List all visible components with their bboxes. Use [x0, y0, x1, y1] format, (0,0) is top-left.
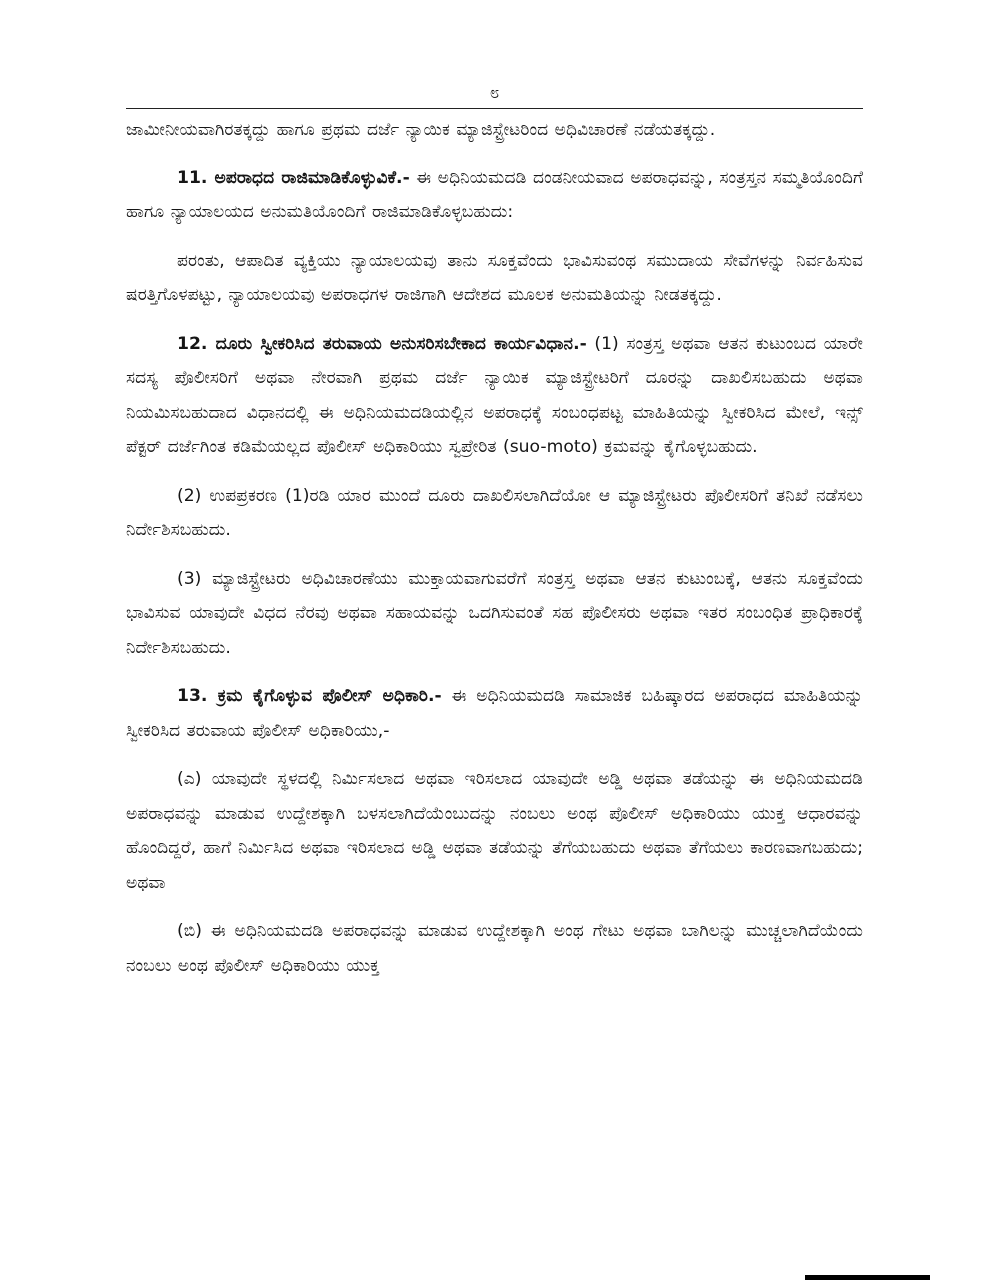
paragraph-text: (ಬಿ) ಈ ಅಧಿನಿಯಮದಡಿ ಅಪರಾಧವನ್ನು ಮಾಡುವ ಉದ್ದೇಶಕ್ಕಾಗಿ ಅಂಥ ಗೇಟು ಅಥವಾ ಬಾಗಿಲನ್ನು ಮುಚ್ಚಲಾಗಿದೆಯೆಂದು ನಂಬಲು ಅಂಥ ಪೊಲೀಸ್ ಅಧಿಕಾರಿಯು ಯುಕ್ತ: [126, 921, 863, 976]
section-12-2: [126, 479, 863, 548]
paragraph-continuation: [126, 113, 863, 148]
paragraph-text: (ಎ) ಯಾವುದೇ ಸ್ಥಳದಲ್ಲಿ ನಿರ್ಮಿಸಲಾದ ಅಥವಾ ಇರಿಸಲಾದ ಯಾವುದೇ ಅಡ್ಡಿ ಅಥವಾ ತಡೆಯನ್ನು ಈ ಅಧಿನಿಯಮದಡಿ ಅಪರಾಧವನ್ನು ಮಾಡುವ ಉದ್ದೇಶಕ್ಕಾಗಿ ಬಳಸಲಾಗಿದೆಯೆಂಬುದನ್ನು ನಂಬಲು ಅಂಥ ಪೊಲೀಸ್ ಅಧಿಕಾರಿಯು ಯುಕ್ತ ಆಧಾರವನ್ನು ಹೊಂದಿದ್ದರೆ, ಹಾಗೆ ನಿರ್ಮಿಸಿದ ಅಥವಾ ಇರಿಸಲಾದ ಅಡ್ಡಿ ಅಥವಾ ತಡೆಯನ್ನು ತೆಗೆಯಬಹುದು ಅಥವಾ ತೆಗೆಯಲು ಕಾರಣವಾಗಬಹುದು; ಅಥವಾ: [126, 769, 863, 893]
section-13: [126, 679, 863, 748]
section-11: [126, 161, 863, 230]
paragraph-text: (3) ಮ್ಯಾಜಿಸ್ಟ್ರೇಟರು ಅಧಿವಿಚಾರಣೆಯು ಮುಕ್ತಾಯವಾಗುವರೆಗೆ ಸಂತ್ರಸ್ತ ಅಥವಾ ಆತನ ಕುಟುಂಬಕ್ಕೆ, ಆತನು ಸೂಕ್ತವೆಂದು ಭಾವಿಸುವ ಯಾವುದೇ ವಿಧದ ನೆರವು ಅಥವಾ ಸಹಾಯವನ್ನು ಒದಗಿಸುವಂತೆ ಸಹ ಪೊಲೀಸರು ಅಥವಾ ಇತರ ಸಂಬಂಧಿತ ಪ್ರಾಧಿಕಾರಕ್ಕೆ ನಿರ್ದೇಶಿಸಬಹುದು.: [126, 568, 863, 658]
paragraph-text: ಪರಂತು, ಆಪಾದಿತ ವ್ಯಕ್ತಿಯು ನ್ಯಾಯಾಲಯವು ತಾನು ಸೂಕ್ತವೆಂದು ಭಾವಿಸುವಂಥ ಸಮುದಾಯ ಸೇವೆಗಳನ್ನು ನಿರ್ವಹಿಸುವ ಷರತ್ತಿಗೊಳಪಟ್ಟು, ನ್ಯಾಯಾಲಯವು ಅಪರಾಧಗಳ ರಾಜಿಗಾಗಿ ಆದೇಶದ ಮೂಲಕ ಅನುಮತಿಯನ್ನು ನೀಡತಕ್ಕದ್ದು.: [126, 250, 863, 305]
paragraph-text: (2) ಉಪಪ್ರಕರಣ (1)ರಡಿ ಯಾರ ಮುಂದೆ ದೂರು ದಾಖಲಿಸಲಾಗಿದೆಯೋ ಆ ಮ್ಯಾಜಿಸ್ಟ್ರೇಟರು ಪೊಲೀಸರಿಗೆ ತನಿಖೆ ನಡೆಸಲು ನಿರ್ದೇಶಿಸಬಹುದು.: [126, 485, 863, 540]
paragraph-text: ಈ ಅಧಿನಿಯಮದಡಿ ದಂಡನೀಯವಾದ ಅಪರಾಧವನ್ನು, ಸಂತ್ರಸ್ತನ ಸಮ್ಮತಿಯೊಂದಿಗೆ ಹಾಗೂ ನ್ಯಾಯಾಲಯದ ಅನುಮತಿಯೊಂದಿಗೆ ರಾಜಿಮಾಡಿಕೊಳ್ಳಬಹುದು:: [126, 167, 863, 222]
paragraph-text: ಈ ಅಧಿನಿಯಮದಡಿ ಸಾಮಾಜಿಕ ಬಹಿಷ್ಕಾರದ ಅಪರಾಧದ ಮಾಹಿತಿಯನ್ನು ಸ್ವೀಕರಿಸಿದ ತರುವಾಯ ಪೊಲೀಸ್ ಅಧಿಕಾರಿಯು,-: [126, 686, 864, 741]
paragraph-text: (1) ಸಂತ್ರಸ್ತ ಅಥವಾ ಆತನ ಕುಟುಂಬದ ಯಾರೇ ಸದಸ್ಯ ಪೊಲೀಸರಿಗೆ ಅಥವಾ ನೇರವಾಗಿ ಪ್ರಥಮ ದರ್ಜೆ ನ್ಯಾಯಿಕ ಮ್ಯಾಜಿಸ್ಟ್ರೇಟರಿಗೆ ದೂರನ್ನು ದಾಖಲಿಸಬಹುದು ಅಥವಾ ನಿಯಮಿಸಬಹುದಾದ ವಿಧಾನದಲ್ಲಿ ಈ ಅಧಿನಿಯಮದಡಿಯಲ್ಲಿನ ಅಪರಾಧಕ್ಕೆ ಸಂಬಂಧಪಟ್ಟ ಮಾಹಿತಿಯನ್ನು ಸ್ವೀಕರಿಸಿದ ಮೇಲೆ, ಇನ್ಸ್ ಪೆಕ್ಟರ್ ದರ್ಜೆಗಿಂತ ಕಡಿಮೆಯಲ್ಲದ ಪೊಲೀಸ್ ಅಧಿಕಾರಿಯು ಸ್ವಪ್ರೇರಿತ (suo-moto) ಕ್ರಮವನ್ನು ಕೈಗೊಳ್ಳಬಹುದು.: [126, 333, 863, 457]
section-13-a: [126, 762, 863, 900]
section-11-proviso: [126, 244, 863, 313]
document-body: [126, 113, 863, 997]
section-heading: 12. ದೂರು ಸ್ವೀಕರಿಸಿದ ತರುವಾಯ ಅನುಸರಿಸಬೇಕಾದ ಕಾರ್ಯವಿಧಾನ.-: [177, 333, 587, 354]
footer-bar: [805, 1275, 930, 1280]
section-heading: 11. ಅಪರಾಧದ ರಾಜಿಮಾಡಿಕೊಳ್ಳುವಿಕೆ.-: [177, 167, 410, 188]
paragraph-text: ಜಾಮೀನೀಯವಾಗಿರತಕ್ಕದ್ದು ಹಾಗೂ ಪ್ರಥಮ ದರ್ಜೆ ನ್ಯಾಯಿಕ ಮ್ಯಾಜಿಸ್ಟ್ರೇಟರಿಂದ ಅಧಿವಿಚಾರಣೆ ನಡೆಯತಕ್ಕದ್ದು.: [126, 120, 716, 140]
page-number: ೮: [489, 83, 500, 103]
section-heading: 13. ಕ್ರಮ ಕೈಗೊಳ್ಳುವ ಪೊಲೀಸ್ ಅಧಿಕಾರಿ.-: [177, 686, 442, 706]
section-13-b: [126, 914, 863, 983]
section-12-1: [126, 327, 863, 465]
section-12-3: [126, 562, 863, 666]
header-rule: [126, 108, 863, 109]
